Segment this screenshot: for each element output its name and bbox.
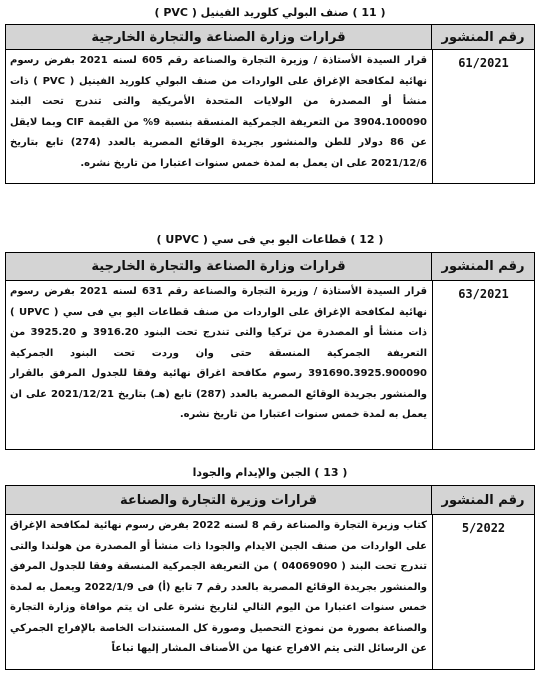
header-publication-number: رقم المنشور <box>431 253 534 280</box>
decision-text: قرار السيدة الأستاذة / وزيرة التجارة والصناعة رقم 605 لسنه 2021 بفرض رسوم نهائية لمكافحة الإغراق على الواردات من صنف البولي كلوريد الفينيل ( PVC ) ذات منشأ أو المصدرة من الولايات المتحدة الأمريكية والتى تندرج تحت البند 3904.100090 من التعريفة الجمركية المنسقة بنسبة 9% من القيمة CIF وبما لايقل عن 86 دولار للطن والمنشور بجريدة الوقائع المصرية بالعدد (274) تابع بتاريخ 2021/12/6 على ان يعمل به لمدة خمس سنوات اعتبارا من تاريخ نشره. <box>10 55 428 169</box>
table-row <box>6 50 534 183</box>
header-decisions-title: قرارات وزارة الصناعة والتجارة الخارجية <box>6 253 431 280</box>
header-publication-number: رقم المنشور <box>431 25 534 49</box>
table-cheese <box>5 485 535 670</box>
section-title-12: ( 12 ) قطاعات اليو بي فى سي ( UPVC ) <box>156 233 384 246</box>
decision-text: كتاب وزيرة التجارة والصناعة رقم 8 لسنه 2022 بفرض رسوم نهائية لمكافحة الإغراق على الواردات من صنف الجبن الايدام والجودا ذات منشأ أو المصدرة من هولندا والتى تندرج تحت البند ( 04069090 ) من التعريفة الجمركية المنسقة وفقا للجدول المرفق والمنشور بجريدة الوقائع المصرية بالعدد رقم 7 تابع (أ) فى 2022/1/9 ويعمل به لمدة خمس سنوات اعتبارا من اليوم التالي لتاريخ نشرة على ان يتم موافاة وزارة التجارة والصناعة بصورة من نموذج التحصيل وصورة كل المستندات الخاصة بالإفراج الجمركي عن الرسائل التى يتم الافراج عنها من الأصناف المشار إليها تباعاً <box>10 520 427 654</box>
publication-number: 61/2021 <box>432 50 534 183</box>
header-decisions-title: قرارات وزارة الصناعة والتجارة الخارجية <box>6 25 431 49</box>
table-header <box>6 486 534 515</box>
publication-number: 63/2021 <box>432 281 534 449</box>
table-header <box>6 253 534 281</box>
header-publication-number: رقم المنشور <box>431 486 534 514</box>
section-title-13: ( 13 ) الجبن والإيدام والجودا <box>192 466 348 479</box>
table-row <box>6 515 534 669</box>
table-upvc <box>5 252 535 450</box>
decision-text: قرار السيدة الأستاذة / وزيرة التجارة والصناعة رقم 631 لسنه 2021 بفرض رسوم نهائية لمكافحة الإغراق على الواردات من صنف قطاعات اليو بي فى سي ( UPVC ) ذات منشأ أو المصدرة من تركيا والتى تندرج تحت البنود 3916.20 و 3925.20 من التعريفة الجمركية المنسقة حتى وان وردت تحت البنود الجمركية 391690.3925.900090 رسوم مكافحة اغراق نهائية وفقا للجدول المرفق بالقرار والمنشور بجريدة الوقائع المصرية بالعدد (287) تابع (هـ) بتاريخ 2021/12/21 على ان يعمل به لمدة خمس سنوات اعتبارا من تاريخ نشره. <box>10 286 428 420</box>
table-header <box>6 25 534 50</box>
publication-number: 5/2022 <box>432 515 534 669</box>
table-pvc <box>5 24 535 184</box>
section-title-11: ( 11 ) صنف البولي كلوريد الفينيل ( PVC ) <box>154 6 386 19</box>
table-row <box>6 281 534 449</box>
header-decisions-title: قرارات وزيرة التجارة والصناعة <box>6 486 431 514</box>
